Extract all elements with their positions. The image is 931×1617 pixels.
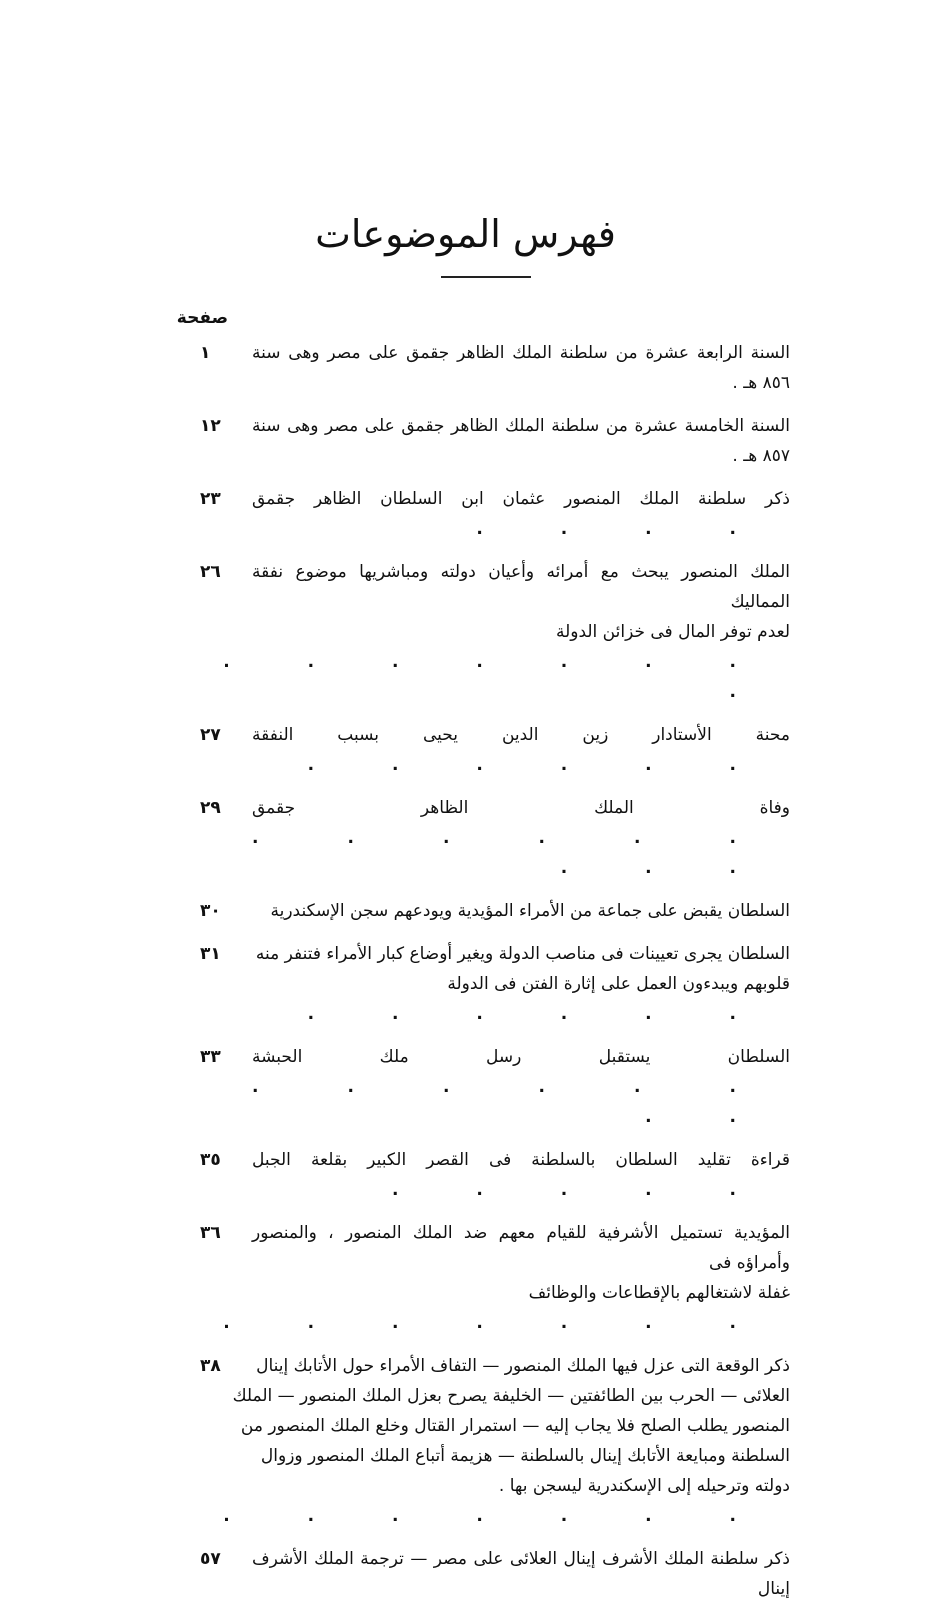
entry-title: ذكر سلطنة الملك الأشرف إينال العلائى على مصر — ترجمة الملك الأشرف إينال: [252, 1549, 790, 1599]
entry-title: السلطان يجرى تعيينات فى مناصب الدولة ويغير أوضاع كبار الأمراء فتنفر منه: [255, 944, 790, 964]
entry-continuation: [200, 969, 790, 1029]
table-of-contents: [200, 338, 790, 1617]
dot-leaders: . . . . . . . . .: [252, 828, 772, 878]
dot-leaders: . . . . . .: [307, 755, 772, 775]
toc-entry[interactable]: [200, 793, 790, 883]
entry-title: السنة الخامسة عشرة من سلطنة الملك الظاهر جقمق على مصر وهى سنة ٨٥٧ هـ .: [252, 416, 790, 466]
entry-continuation: المنصور يطلب الصلح فلا يجاب إليه — استمرار القتال وخلع الملك المنصور من: [240, 1416, 790, 1436]
entry-title: [200, 793, 790, 883]
entry-continuation-text: قلوبهم ويبدءون العمل على إثارة الفتن فى الدولة: [447, 974, 790, 994]
toc-entry[interactable]: [200, 1351, 790, 1531]
entry-title: السنة الرابعة عشرة من سلطنة الملك الظاهر جقمق على مصر وهى سنة ٨٥٦ هـ .: [252, 343, 790, 393]
toc-entry[interactable]: [200, 1042, 790, 1132]
entry-title-text: محنة الأستادار زين الدين يحيى بسبب النفقة: [252, 725, 790, 745]
dot-leaders: . . . . . . . .: [223, 652, 772, 702]
entry-continuation-text: دولته وترحيله إلى الإسكندرية ليسجن بها .: [498, 1476, 790, 1496]
entry-title-text: السلطان يستقبل رسل ملك الحبشة: [252, 1047, 790, 1067]
entry-continuation: [200, 1278, 790, 1338]
dot-leaders: . . . . .: [392, 1180, 772, 1200]
entry-page-number: ٥٧: [200, 1549, 221, 1569]
entry-continuation: السلطنة ومبايعة الأتابك إينال بالسلطنة — هزيمة أتباع الملك المنصور وزوال: [260, 1446, 790, 1466]
entry-continuation-text: غفلة لاشتغالهم بالإقطاعات والوظائف: [528, 1283, 790, 1303]
toc-entry[interactable]: [200, 1218, 790, 1338]
toc-entry[interactable]: [200, 484, 790, 544]
entry-page-number: ٣٦: [200, 1223, 221, 1243]
entry-continuation-text: لعدم توفر المال فى خزائن الدولة: [555, 622, 790, 642]
entry-page-number: ٣٠: [200, 901, 221, 921]
entry-page-number: ٣٨: [200, 1356, 221, 1376]
entry-title: [200, 1042, 790, 1132]
entry-title: ذكر الوقعة التى عزل فيها الملك المنصور — التفاف الأمراء حول الأتابك إينال: [256, 1356, 790, 1376]
entry-title: السلطان يقبض على جماعة من الأمراء المؤيدية ويودعهم سجن الإسكندرية: [270, 901, 790, 921]
entry-page-number: ٢٦: [200, 562, 221, 582]
toc-entry[interactable]: [200, 720, 790, 780]
entry-page-number: ١: [200, 343, 211, 363]
page-title: فهرس الموضوعات: [315, 212, 616, 256]
entry-title: المؤيدية تستميل الأشرفية للقيام معهم ضد الملك المنصور ، والمنصور وأمراؤه فى: [252, 1223, 790, 1273]
entry-continuation: [200, 1471, 790, 1531]
title-divider: [441, 276, 531, 278]
toc-entry[interactable]: [200, 338, 790, 398]
entry-title: [200, 1145, 790, 1205]
entry-page-number: ٢٧: [200, 725, 221, 745]
dot-leaders: . . . . . . .: [223, 1313, 772, 1333]
entry-title-text: قراءة تقليد السلطان بالسلطنة فى القصر الكبير بقلعة الجبل: [252, 1150, 790, 1170]
entry-title: [200, 484, 790, 544]
toc-entry[interactable]: [200, 1544, 790, 1604]
entry-title: الملك المنصور يبحث مع أمرائه وأعيان دولته ومباشريها موضوع نفقة المماليك: [252, 562, 790, 612]
entry-page-number: ٣١: [200, 944, 221, 964]
dot-leaders: . . . . . . . .: [252, 1077, 772, 1127]
toc-entry[interactable]: [200, 557, 790, 707]
toc-entry[interactable]: [200, 411, 790, 471]
entry-page-number: ٣٥: [200, 1150, 221, 1170]
entry-title-text: وفاة الملك الظاهر جقمق: [252, 798, 790, 818]
dot-leaders: . . . . . .: [307, 1004, 772, 1024]
entry-continuation: العلائى — الحرب بين الطائفتين — الخليفة يصرح بعزل الملك المنصور — الملك: [232, 1386, 790, 1406]
toc-entry[interactable]: [200, 939, 790, 1029]
entry-title: [200, 720, 790, 780]
toc-entry[interactable]: [200, 1145, 790, 1205]
dot-leaders: . . . .: [476, 519, 772, 539]
entry-continuation: [200, 617, 790, 707]
entry-page-number: ٢٣: [200, 489, 221, 509]
page-column-label: صفحة: [176, 308, 228, 328]
entry-page-number: ٣٣: [200, 1047, 221, 1067]
dot-leaders: . . . . . . .: [223, 1506, 772, 1526]
entry-title-text: ذكر سلطنة الملك المنصور عثمان ابن السلطان الظاهر جقمق: [252, 489, 790, 509]
entry-page-number: ١٢: [200, 416, 221, 436]
toc-entry[interactable]: [200, 896, 790, 926]
entry-page-number: ٢٩: [200, 798, 221, 818]
